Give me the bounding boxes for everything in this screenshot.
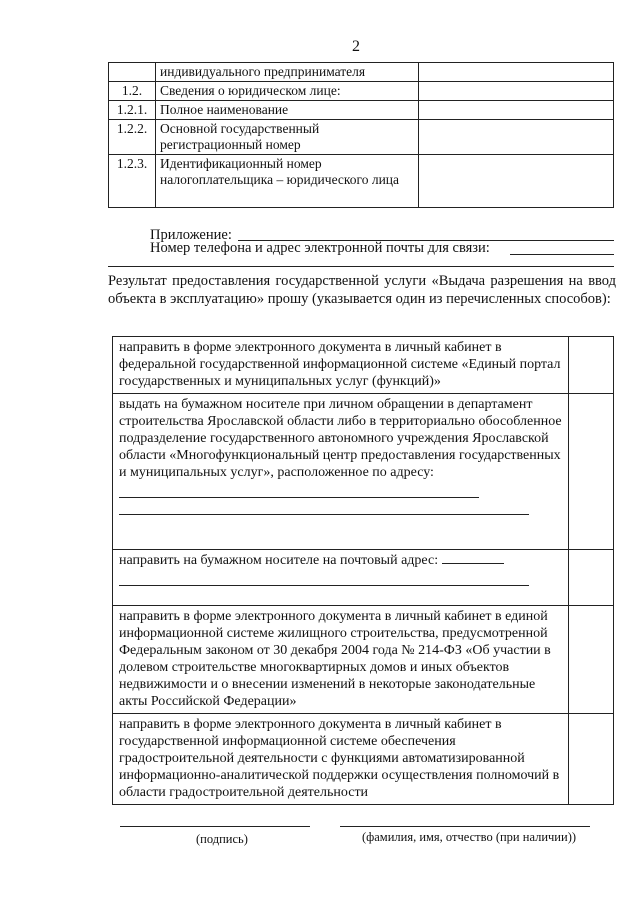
contact-field[interactable] (510, 254, 614, 255)
table-row (109, 101, 614, 120)
signature-label: (подпись) (196, 832, 248, 846)
contact-label: Номер телефона и адрес электронной почты для связи: (150, 240, 490, 256)
row-label: Сведения о юридическом лице: (156, 82, 419, 101)
option-checkbox[interactable] (569, 714, 614, 805)
option-row (113, 550, 614, 606)
full-name-label: (фамилия, имя, отчество (при наличии)) (362, 830, 577, 844)
option-text: выдать на бумажном носителе при личном обращении в департамент строительства Ярославской области либо в территориально обособленное подразделение государственного автономного учреждения Ярославской области «Многофункциональный центр предоставления государственных и муниципальных услуг», расположенное по адресу: (119, 397, 562, 480)
row-number: 1.2. (109, 82, 156, 101)
table-row (109, 120, 614, 155)
option-text: направить в форме электронного документа в личный кабинет в федеральной государственной информационной системе «Единый портал государственных и муниципальных услуг (функций)» (113, 337, 569, 394)
row-label: Идентификационный номер налогоплательщика – юридического лица (156, 155, 419, 208)
row-label: Полное наименование (156, 101, 419, 120)
option-checkbox[interactable] (569, 606, 614, 714)
postal-address-field[interactable] (442, 553, 504, 564)
full-name-field[interactable] (340, 826, 590, 827)
option-checkbox[interactable] (569, 550, 614, 606)
attachment-label: Приложение: (150, 227, 232, 243)
value-cell[interactable] (419, 101, 614, 120)
value-cell[interactable] (419, 82, 614, 101)
signature-field[interactable] (120, 826, 310, 827)
option-row (113, 714, 614, 805)
page-number: 2 (352, 38, 360, 55)
postal-address-field[interactable] (119, 573, 529, 586)
table-row (109, 63, 614, 82)
option-checkbox[interactable] (569, 337, 614, 394)
option-cell (113, 394, 569, 550)
row-label: индивидуального предпринимателя (156, 63, 419, 82)
row-number (109, 63, 156, 82)
row-number: 1.2.3. (109, 155, 156, 208)
option-checkbox[interactable] (569, 394, 614, 550)
applicant-info-table (108, 62, 614, 208)
option-row (113, 394, 614, 550)
option-text: направить в форме электронного документа в личный кабинет в единой информационной системе жилищного строительства, предусмотренной Федеральным законом от 30 декабря 2004 года № 214-ФЗ «Об участии в долевом строительстве многоквартирных домов и иных объектов недвижимости и о внесении изменений в некоторые законодательные акты Российской Федерации» (113, 606, 569, 714)
table-row (109, 155, 614, 208)
table-row (109, 82, 614, 101)
option-text: направить в форме электронного документа в личный кабинет в государственной информационной системе обеспечения градостроительной деятельности с функциями автоматизированной информационно-аналитической поддержки осуществления полномочий в области градостроительной деятельности (113, 714, 569, 805)
option-cell (113, 550, 569, 606)
value-cell[interactable] (419, 63, 614, 82)
address-field[interactable] (119, 485, 479, 498)
result-paragraph: Результат предоставления государственной услуги «Выдача разрешения на ввод объекта в эксплуатацию» прошу (указывается один из перечисленных способов): (108, 273, 616, 307)
value-cell[interactable] (419, 120, 614, 155)
row-number: 1.2.1. (109, 101, 156, 120)
contact-field-continuation[interactable] (108, 266, 614, 267)
delivery-options-table (112, 336, 614, 805)
option-row (113, 337, 614, 394)
option-row (113, 606, 614, 714)
option-text: направить на бумажном носителе на почтовый адрес: (119, 553, 439, 568)
value-cell[interactable] (419, 155, 614, 208)
address-field[interactable] (119, 502, 529, 515)
row-label: Основной государственный регистрационный номер (156, 120, 419, 155)
row-number: 1.2.2. (109, 120, 156, 155)
